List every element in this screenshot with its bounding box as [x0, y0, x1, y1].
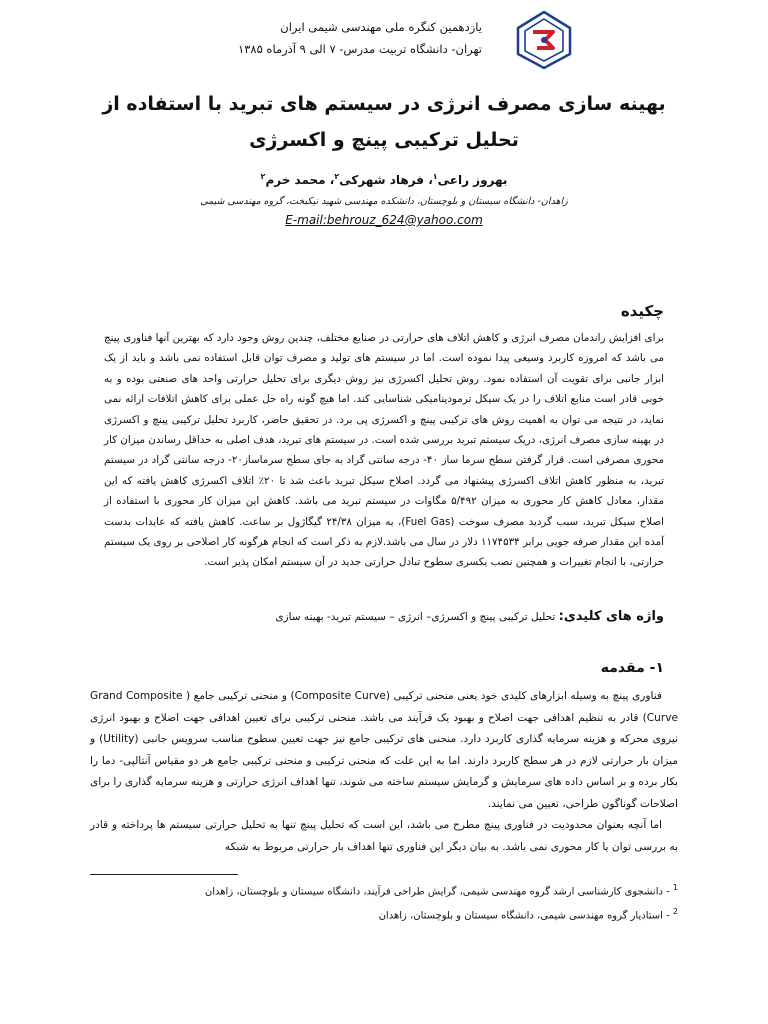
section-heading-introduction: ۱- مقدمه [600, 660, 664, 676]
author-email-link[interactable]: E-mail:behrouz_624@yahoo.com [285, 213, 483, 227]
paper-title-line2: تحلیل ترکیبی پینچ و اکسرژی [249, 129, 519, 151]
conference-title: یازدهمین کنگره ملی مهندسی شیمی ایران [280, 20, 482, 34]
author-affiliation: زاهدان- دانشگاه سیستان و بلوچستان، دانشکده مهندسی شهید نیکبخت، گروه مهندسی شیمی [200, 196, 568, 207]
introduction-body [90, 686, 678, 858]
footnotes [118, 878, 678, 927]
footnote-1 [118, 878, 678, 902]
author-3-mark: ۲ [260, 172, 266, 181]
intro-paragraph-1: فناوری پینچ به وسیله ابزارهای کلیدی خود یعنی منحنی ترکیبی (Composite Curve) و منحنی ترکیبی جامع ( Grand Composite Curve) قادر به تنظیم اهدافی جهت اصلاح و بهبود یک فرآیند می باشد. منحنی ترکیبی برای تعیین اهدافی جهت اصلاح و بهبود انرژی نیروی محرکه و هزینه سرمایه گذاری کاربرد دارد. منحنی های ترکیبی جامع نیز جهت تعیین سطوح مناسب سرویس جانبی (Utility) و میزان بار حرارتی لازم در هر سطح کاربرد دارند. اما به این علت که منحنی ترکیبی و منحنی ترکیبی جامع هر دو مقیاس آنتالپی- دما را بکار برده و بر اساس داده های سرمایش و گرمایش سیستم ساخته می شوند، تنها اهداف انرژی حرارتی و هزینه سرمایه گذاری را برای اصلاحات گوناگون طراحی، تعیین می نمایند. [90, 690, 678, 810]
author-list [0, 172, 768, 187]
abstract-heading: چکیده [620, 302, 664, 320]
footnote-divider [90, 874, 238, 875]
keywords [104, 609, 664, 624]
paper-title-line1: بهینه سازی مصرف انرژی در سیستم های تبرید با استفاده از [102, 93, 666, 115]
keywords-label: واژه های کلیدی: [558, 609, 664, 624]
author-2-mark: ۲ [334, 172, 340, 181]
abstract-text: برای افزایش راندمان مصرف انرژی و کاهش اتلاف های حرارتی در صنایع مختلف، چندین روش وجود دارد که بهترین آنها فناوری پینچ می باشد که امروزه کاربرد وسیعی پیدا نموده است. اما در سیستم های تولید و مصرف توان قابل استفاده نمی باشد و باید از یک ابزار جانبی برای تقویت آن استفاده نمود. روش تحلیل اکسرژی نیز روش دیگری برای تحلیل حرارتی واحد های صنعتی بوده و به خوبی قادر است منابع اتلاف را در یک سیکل ترمودینامیکی شناسایی کند. اما هیچ گونه راه حل عملی برای کاهش اتلافات ارائه نمی نماید، در نتیجه می توان به اهمیت روش های ترکیبی پینچ و اکسرژی پی برد. در تحقیق حاضر، کاربرد تحلیل ترکیبی پینچ و اکسرژی در بهینه سازی مصرف انرژی، دریک سیستم تبرید بررسی شده است. در سیستم های تبرید، هدف اصلی به حداقل رساندن میزان کار محوری مصرفی است. قرار گرفتن سطح سرما ساز ۴۰- درجه سانتی گراد به جای سطح سرماساز۲۰- درجه سانتی گراد در سیستم تبرید، به منظور کاهش اتلاف اکسرژی پیشنهاد می گردد. اصلاح سیکل تبرید باعث شد تا ۲۰٪ اتلاف اکسرژی کاهش یافته که این مقدار، معادل کاهش کار محوری به میزان ۵/۴۹۲ مگاوات در سیستم تبرید می باشد. کاهش این میزان کار محوری با استفاده از اصلاح سیکل تبرید، سبب گردید مصرف سوخت (Fuel Gas)، به میزان ۲۴/۳۸ گیگاژول بر ساعت. کاهش یافته که عایدات بدست آمده این مقدار صرفه جویی برابر ۱۱۷۴۵۳۴ دلار در سال می باشد.لازم به ذکر است که انجام هرگونه کار اصلاحی بر روی یک سیستم حرارتی، با انجام تغییرات و همچنین نصب یکسری سطوح تبادل حرارتی جدید در آن سیستم امکان پذیر است. [104, 332, 665, 569]
author-2: ، فرهاد شهرکی [339, 173, 433, 187]
author-3: ، محمد خرم [265, 173, 335, 187]
intro-paragraph-2: اما آنچه بعنوان محدودیت در فناوری پینچ مطرح می باشد، این است که تحلیل پینچ تنها به تحلیل حرارتی سیستم ها پرداخته و قادر به بررسی توان یا کار محوری نمی باشد. به بیان دیگر این فناوری تنها اهداف بار حرارتی مربوط به شبکه [90, 819, 678, 853]
conference-venue-date: تهران- دانشگاه تربیت مدرس- ۷ الی ۹ آذرماه ۱۳۸۵ [238, 42, 482, 56]
author-1: بهروز راعی [437, 173, 508, 187]
conference-logo-icon [515, 10, 573, 70]
footnote-2-text: - استادیار گروه مهندسی شیمی، دانشگاه سیستان و بلوچستان، زاهدان [378, 910, 670, 922]
footnote-1-text: - دانشجوی کارشناسی ارشد گروه مهندسی شیمی، گرایش طراحی فرآیند، دانشگاه سیستان و بلوچستان، زاهدان [204, 886, 670, 898]
keywords-text: تحلیل ترکیبی پینچ و اکسرژی– انرژی – سیستم تبرید- بهینه سازی [275, 611, 556, 623]
author-1-mark: ۱ [432, 172, 438, 181]
footnote-1-number: 1 [672, 883, 678, 892]
footnote-2-number: 2 [672, 907, 678, 917]
footnote-2 [118, 902, 678, 926]
paper-title [60, 86, 708, 158]
conference-info [222, 16, 482, 60]
